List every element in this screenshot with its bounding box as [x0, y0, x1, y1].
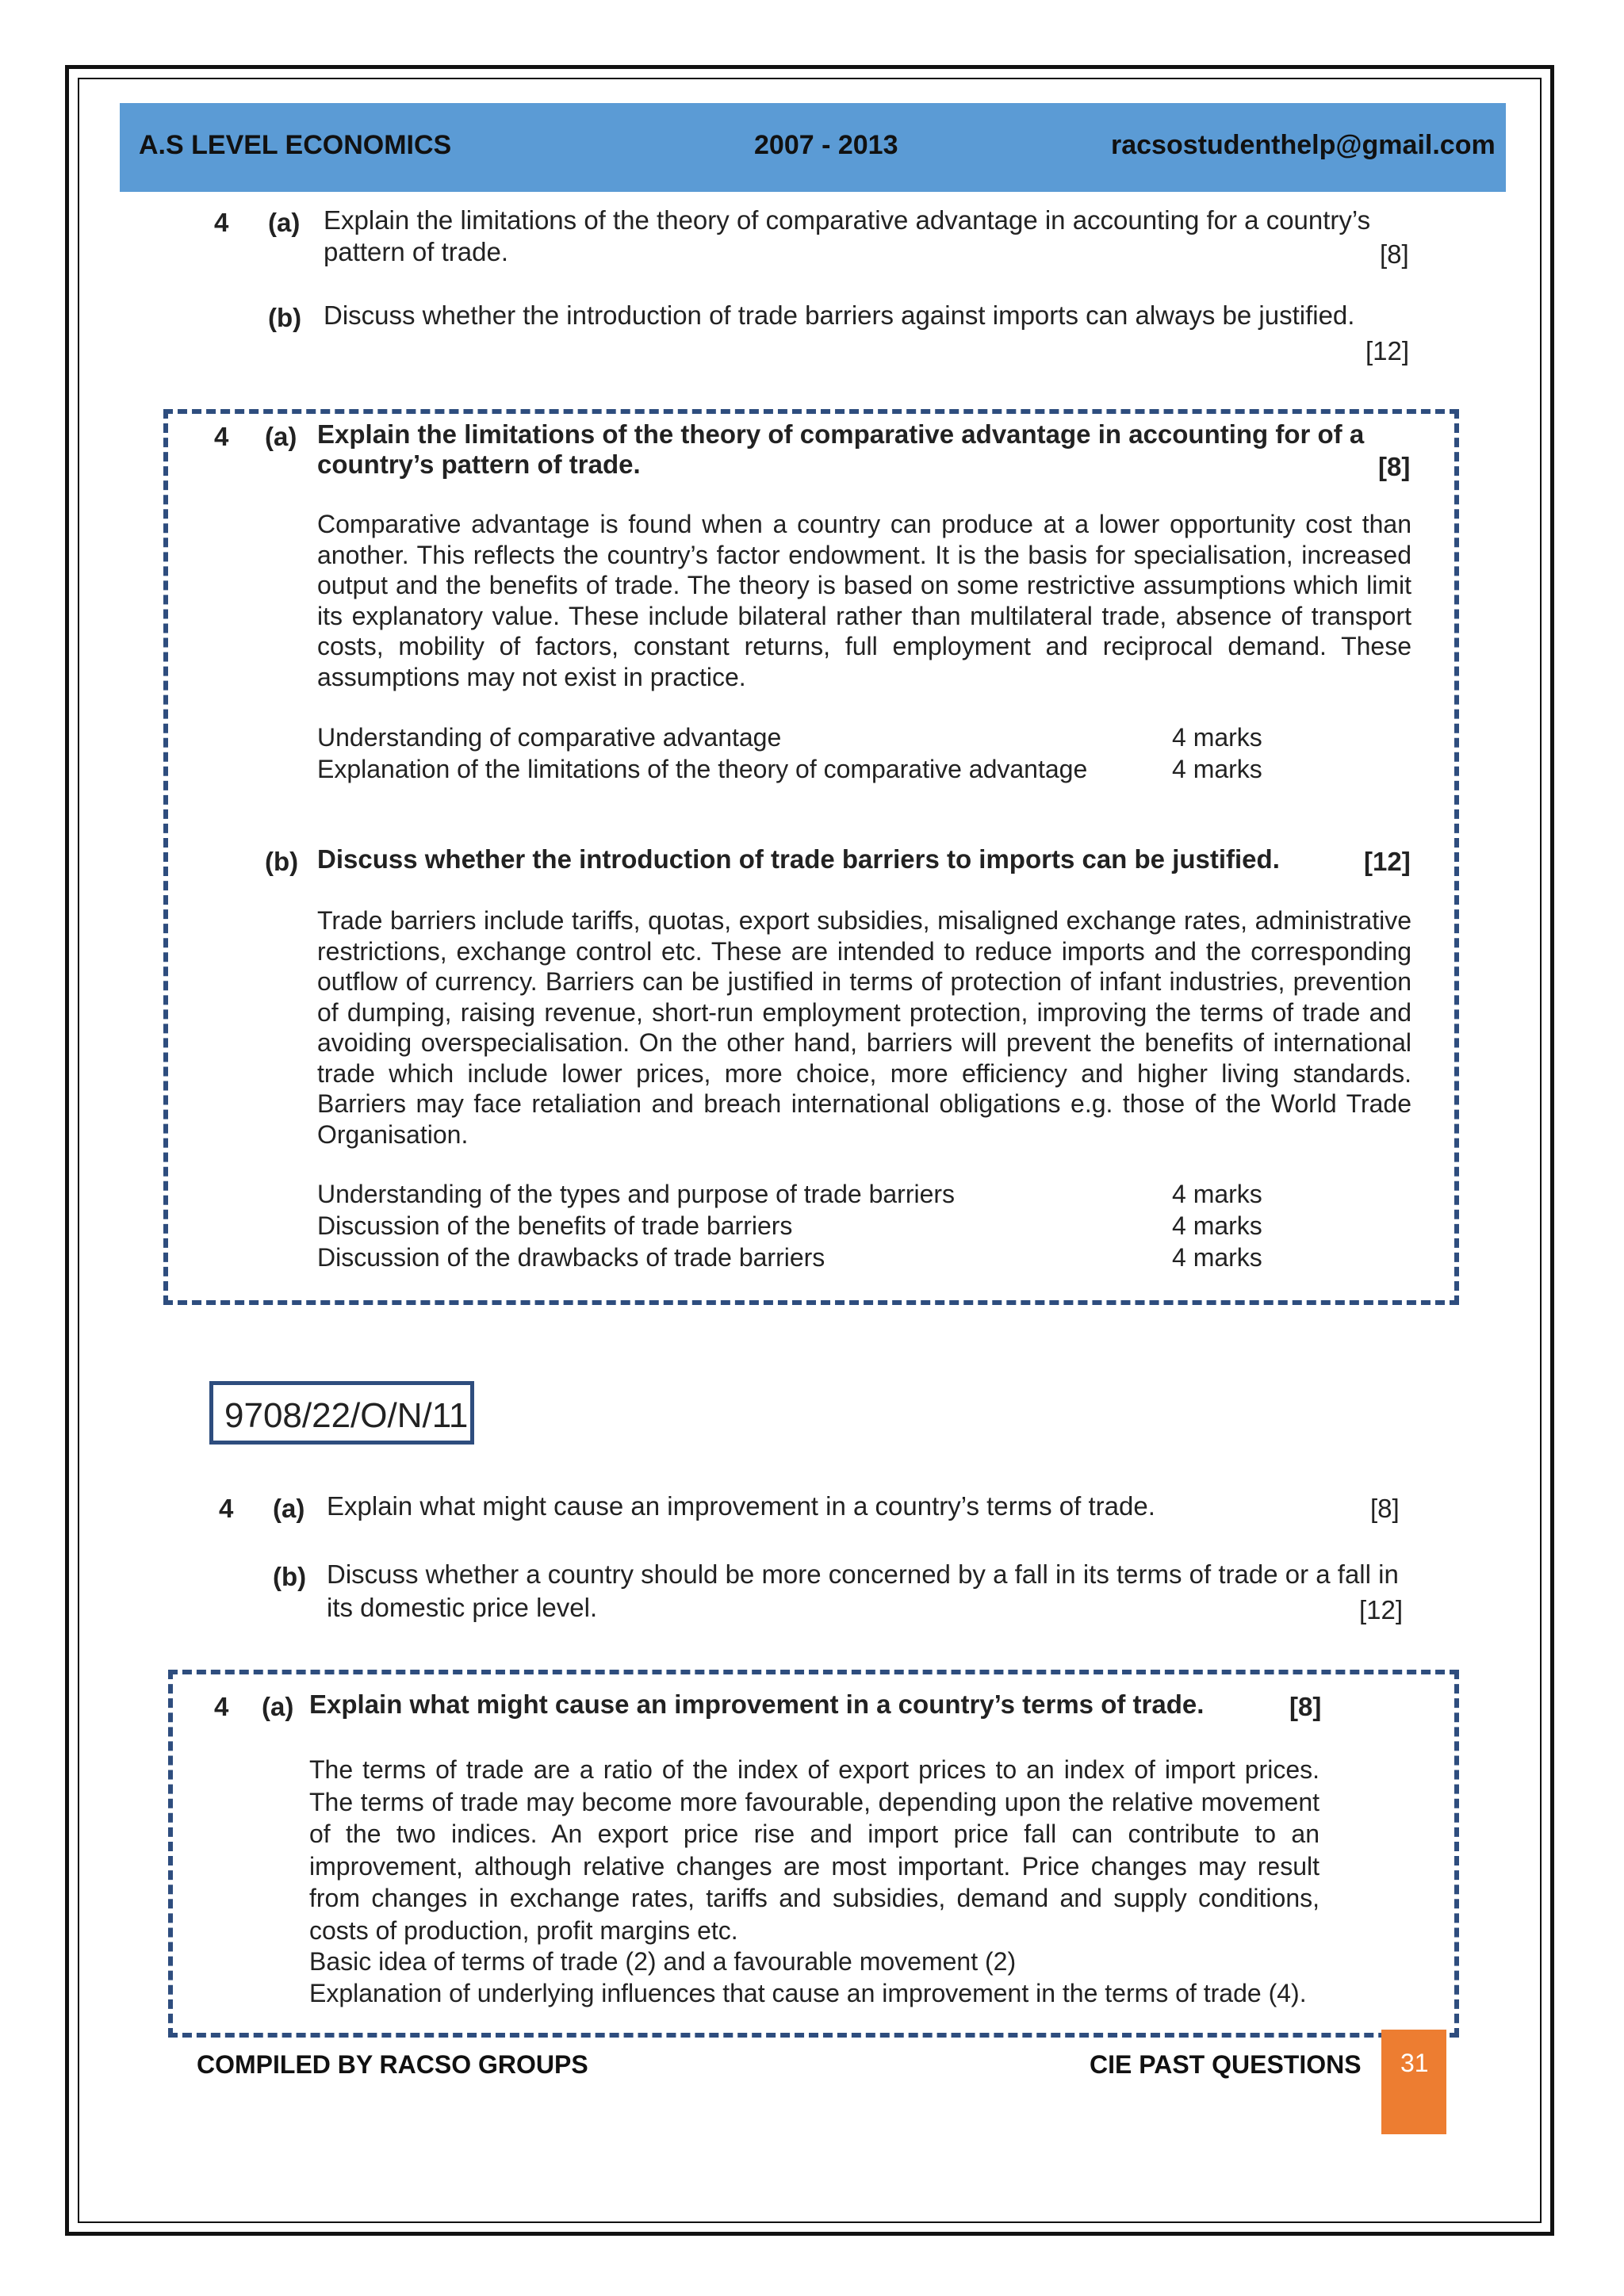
paper-code-box: [209, 1381, 474, 1445]
answer-1-b-marks-2: 4 marks: [1172, 1211, 1262, 1240]
question-1-part-b-text: Discuss whether the introduction of trade barriers against imports can always be justified.: [324, 300, 1355, 330]
page-header: [120, 103, 1506, 192]
answer-1-a-criterion-1: Understanding of comparative advantage: [317, 723, 782, 752]
answer-2-part-a-label: (a): [262, 1692, 294, 1721]
header-subject: A.S LEVEL ECONOMICS: [139, 130, 452, 160]
answer-2-part-a-title: Explain what might cause an improvement in a country’s terms of trade.: [309, 1689, 1205, 1719]
question-1-part-b-label: (b): [268, 303, 302, 332]
question-2-part-b-mark: [12]: [1359, 1595, 1404, 1624]
question-1-part-b-mark: [12]: [1365, 336, 1410, 365]
paper-code: 9708/22/O/N/11: [224, 1396, 469, 1435]
answer-2-number: 4: [214, 1692, 229, 1721]
answer-1-b-criterion-2: Discussion of the benefits of trade barriers: [317, 1211, 793, 1240]
header-years: 2007 - 2013: [754, 130, 898, 160]
answer-1-a-marks-1: 4 marks: [1172, 723, 1262, 752]
question-1-number: 4: [214, 208, 229, 237]
answer-1-part-a-line1: Explain the limitations of the theory of comparative advantage in accounting for of a: [317, 419, 1365, 449]
question-2-part-a-mark: [8]: [1370, 1494, 1400, 1523]
question-2-part-a-text: Explain what might cause an improvement in a country’s terms of trade.: [327, 1491, 1155, 1521]
page-number: 31: [1400, 2049, 1429, 2077]
question-1-part-a-line1: Explain the limitations of the theory of comparative advantage in accounting for a country’s: [324, 205, 1371, 235]
question-2-number: 4: [219, 1494, 234, 1523]
question-1-part-a-line2: pattern of trade.: [324, 237, 508, 266]
answer-1-a-marks-2: 4 marks: [1172, 755, 1262, 783]
answer-1-a-criterion-2: Explanation of the limitations of the theory of comparative advantage: [317, 755, 1088, 783]
answer-2-part-a-paragraph: The terms of trade are a ratio of the index of export prices to an index of import prices. The terms of trade may become more favourable, depending upon the relative movement of the two indices. An export price rise and import price fall can contribute to an improvement, although relative changes are most important. Price changes may result from changes in exchange rates, tariffs and subsidies, demand and supply conditions, costs of production, profit margins etc.: [309, 1755, 1320, 1945]
footer-right: CIE PAST QUESTIONS: [1090, 2050, 1362, 2079]
answer-1-number: 4: [214, 422, 229, 451]
answer-2-scheme-line2: Explanation of underlying influences that cause an improvement in the terms of trade (4).: [309, 1979, 1307, 2007]
answer-1-part-a-line2: country’s pattern of trade.: [317, 450, 641, 479]
answer-1-b-criterion-3: Discussion of the drawbacks of trade barriers: [317, 1243, 825, 1272]
question-2-part-a-label: (a): [273, 1494, 305, 1523]
answer-1-part-a-paragraph: Comparative advantage is found when a country can produce at a lower opportunity cost than another. This reflects the country’s factor endowment. It is the basis for specialisation, increased output and the benefits of trade. The theory is based on some restrictive assumptions which limit its explanatory value. These include bilateral rather than multilateral trade, absence of transport costs, mobility of factors, constant returns, full employment and reciprocal demand. These assumptions may not exist in practice.: [317, 510, 1411, 691]
answer-1-part-b-label: (b): [265, 847, 299, 876]
header-email: racsostudenthelp@gmail.com: [1111, 130, 1496, 160]
footer-left: COMPILED BY RACSO GROUPS: [197, 2050, 588, 2079]
question-2-part-b-line2: its domestic price level.: [327, 1593, 598, 1622]
answer-1-part-a-label: (a): [265, 422, 297, 451]
question-1-part-a-mark: [8]: [1380, 239, 1409, 269]
answer-2-scheme-line1: Basic idea of terms of trade (2) and a favourable movement (2): [309, 1947, 1017, 1976]
answer-1-b-marks-1: 4 marks: [1172, 1180, 1262, 1208]
answer-1-b-criterion-1: Understanding of the types and purpose of trade barriers: [317, 1180, 956, 1208]
answer-1-part-a-mark: [8]: [1378, 452, 1411, 481]
answer-1-part-b-paragraph: Trade barriers include tariffs, quotas, export subsidies, misaligned exchange rates, administrative restrictions, exchange control etc. These are intended to reduce imports and the corresponding outflow of currency. Barriers can be justified in terms of protection of infant industries, prevention of dumping, raising revenue, short-run employment protection, improving the terms of trade and avoiding overspecialisation. On the other hand, barriers will prevent the benefits of international trade which include lower prices, more choice, more efficiency and higher living standards. Barriers may face retaliation and breach international obligations e.g. those of the World Trade Organisation.: [317, 906, 1411, 1149]
answer-1-part-b-mark: [12]: [1364, 847, 1411, 876]
question-1-part-a-label: (a): [268, 208, 301, 237]
answer-1-b-marks-3: 4 marks: [1172, 1243, 1262, 1272]
answer-1-part-b-title: Discuss whether the introduction of trade barriers to imports can be justified.: [317, 844, 1280, 874]
page-number-tab: [1381, 2030, 1446, 2134]
answer-2-part-a-mark: [8]: [1289, 1692, 1322, 1721]
question-2-part-b-label: (b): [273, 1562, 307, 1591]
question-2-part-b-line1: Discuss whether a country should be more concerned by a fall in its terms of trade or a fall in: [327, 1559, 1399, 1589]
